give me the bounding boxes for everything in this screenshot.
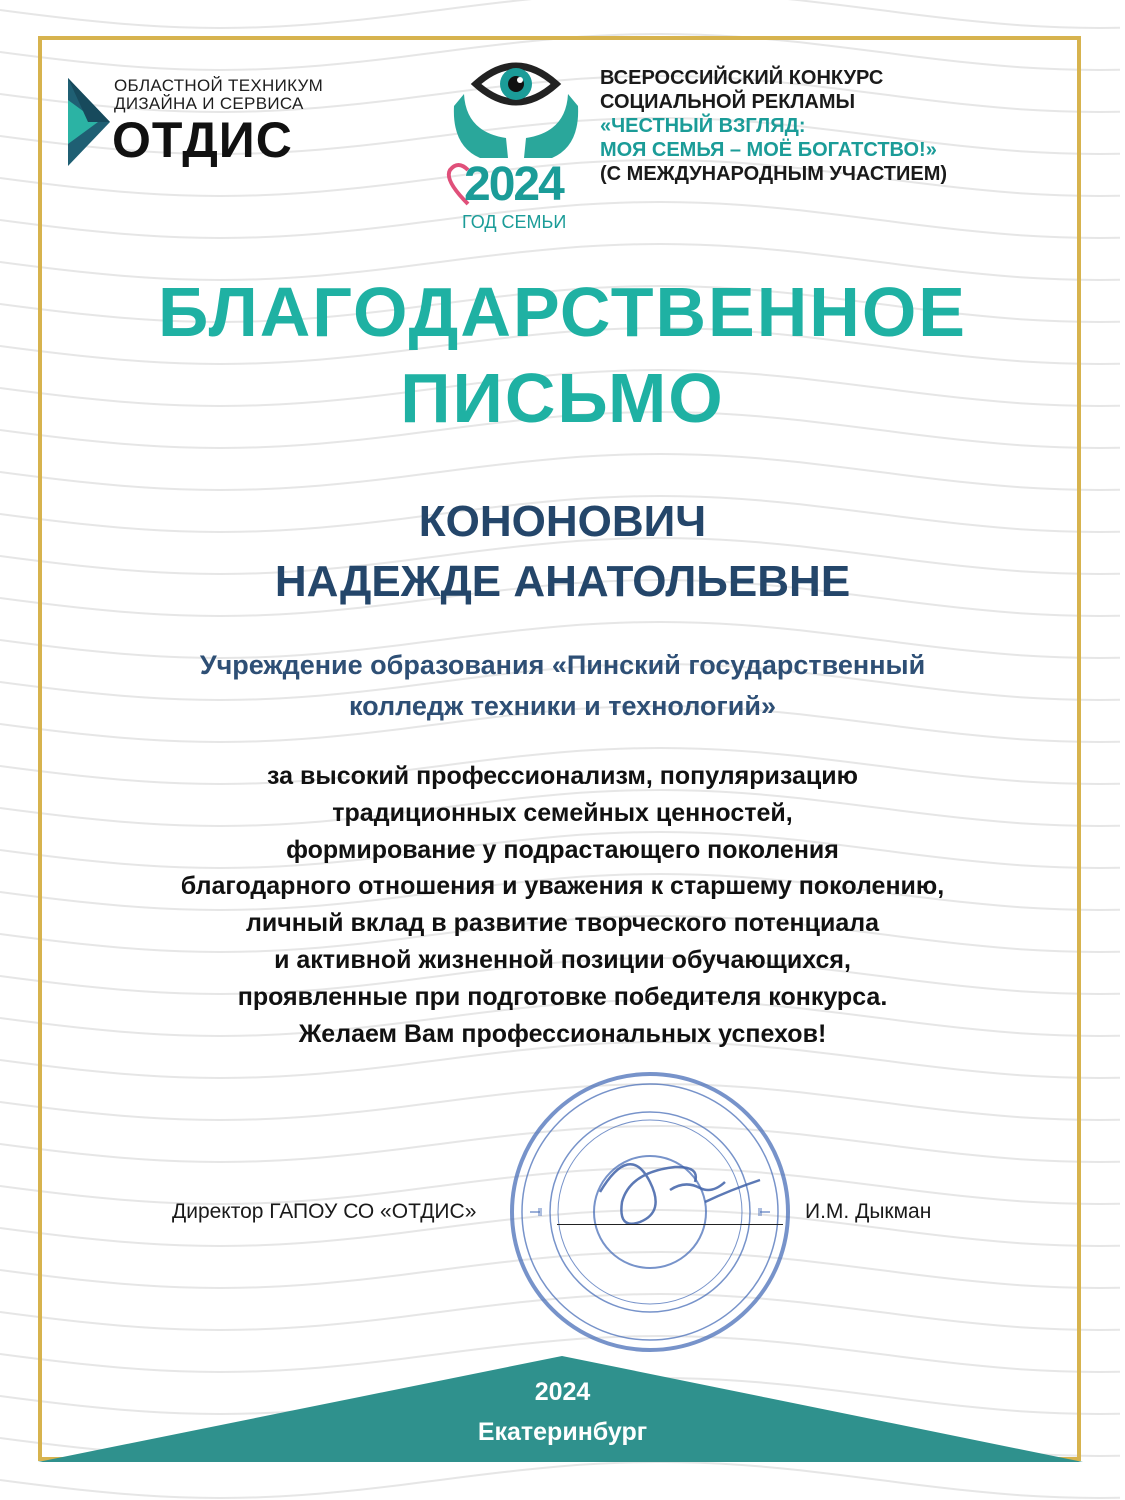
eye-in-hands-icon <box>446 54 586 164</box>
gratitude-text <box>0 758 1125 1052</box>
gratitude-line: личный вклад в развитие творческого потенциала <box>245 909 880 938</box>
year-of-family-caption: ГОД СЕМЬИ <box>462 212 567 232</box>
document-title-line2: ПИСЬМО <box>400 359 725 437</box>
otdis-logo-line2: ДИЗАЙНА И СЕРВИСА <box>114 94 304 113</box>
contest-line3: «ЧЕСТНЫЙ ВЗГЛЯД: <box>600 115 806 137</box>
director-name: И.М. Дыкман <box>805 1200 932 1223</box>
closing-wish: Желаем Вам профессиональных успехов! <box>298 1019 827 1048</box>
document-title-line1: БЛАГОДАРСТВЕННОЕ <box>158 273 967 351</box>
contest-line1: ВСЕРОССИЙСКИЙ КОНКУРС <box>600 67 884 89</box>
contest-line2: СОЦИАЛЬНОЙ РЕКЛАМЫ <box>600 91 856 113</box>
year-of-family-number: 2024 <box>464 158 563 211</box>
footer-city: Екатеринбург <box>477 1418 648 1446</box>
contest-line4: МОЯ СЕМЬЯ – МОЁ БОГАТСТВО!» <box>600 139 937 161</box>
signature-row <box>0 1198 1125 1238</box>
otdis-logo-line1: ОБЛАСТНОЙ ТЕХНИКУМ <box>114 76 324 95</box>
footer-year: 2024 <box>534 1378 591 1406</box>
contest-line5: (С МЕЖДУНАРОДНЫМ УЧАСТИЕМ) <box>600 163 948 185</box>
gratitude-line: за высокий профессионализм, популяризацию <box>267 762 858 790</box>
organization-line1: Учреждение образования «Пинский государственный <box>199 650 926 680</box>
signature-line <box>557 1224 783 1225</box>
recipient-surname: КОНОНОВИЧ <box>418 497 707 546</box>
footer-triangle <box>0 1350 1125 1466</box>
director-title: Директор ГАПОУ СО «ОТДИС» <box>172 1200 477 1223</box>
wave-line <box>0 0 1120 28</box>
gratitude-line: проявленные при подготовке победителя конкурса. <box>237 982 888 1011</box>
gratitude-line: благодарного отношения и уважения к старшему поколению, <box>180 872 945 901</box>
otdis-logo <box>68 74 328 166</box>
gratitude-line: традиционных семейных ценностей, <box>332 798 793 827</box>
contest-title <box>600 66 1070 186</box>
wave-line <box>0 1462 1120 1498</box>
organization-line2: колледж техники и технологий» <box>348 691 777 721</box>
gratitude-line: и активной жизненной позиции обучающихся, <box>274 945 851 974</box>
otdis-logo-name: ОТДИС <box>112 112 293 168</box>
gratitude-line: формирование у подрастающего поколения <box>286 835 839 864</box>
recipient-name: НАДЕЖДЕ АНАТОЛЬЕВНЕ <box>274 557 851 606</box>
otdis-logo-mark-icon <box>68 78 112 166</box>
